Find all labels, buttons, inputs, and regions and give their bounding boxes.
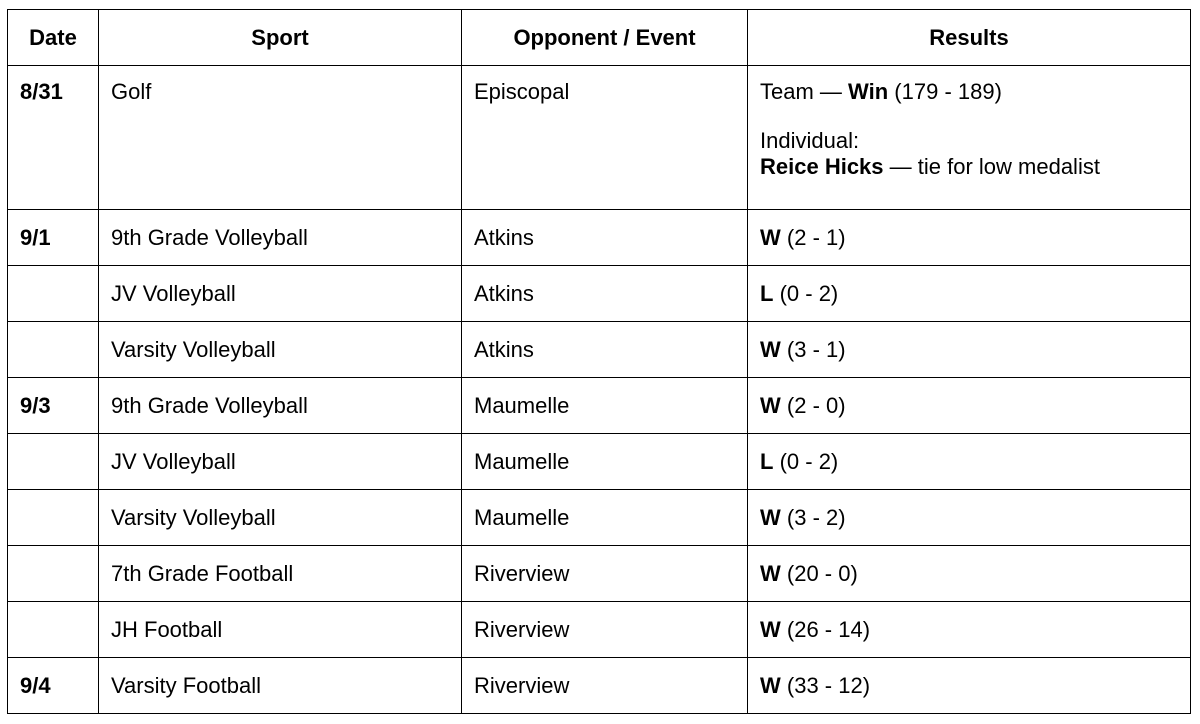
- date-text: 8/31: [20, 79, 63, 104]
- spacer: [760, 105, 1178, 128]
- sport-cell: 7th Grade Football: [99, 546, 462, 602]
- table-row: [8, 210, 1191, 266]
- table-row: [8, 658, 1191, 714]
- sport-cell: Varsity Volleyball: [99, 322, 462, 378]
- header-results: Results: [748, 10, 1191, 66]
- result-outcome: W: [760, 392, 781, 418]
- result-cell: [748, 322, 1191, 378]
- result-outcome: W: [760, 616, 781, 642]
- sport-cell: 9th Grade Volleyball: [99, 378, 462, 434]
- result-cell: [748, 658, 1191, 714]
- result-cell: [748, 546, 1191, 602]
- result-outcome: L: [760, 280, 774, 306]
- opponent-cell: Riverview: [462, 658, 748, 714]
- sport-cell: [99, 66, 462, 210]
- opponent-cell: Maumelle: [462, 490, 748, 546]
- result-score: (0 - 2): [779, 280, 839, 306]
- result-cell: [748, 210, 1191, 266]
- date-cell: 9/4: [8, 658, 99, 714]
- result-cell: [748, 266, 1191, 322]
- opponent-cell: Riverview: [462, 602, 748, 658]
- result-cell: [748, 378, 1191, 434]
- date-cell: [8, 490, 99, 546]
- team-result-score: (179 - 189): [894, 79, 1002, 104]
- date-cell: [8, 66, 99, 210]
- result-score: (26 - 14): [786, 616, 871, 642]
- table-row: [8, 434, 1191, 490]
- team-result-line: [760, 79, 1178, 105]
- result-score: (3 - 1): [786, 336, 846, 362]
- date-cell: [8, 546, 99, 602]
- date-cell: [8, 266, 99, 322]
- individual-label: Individual:: [760, 128, 860, 153]
- result-outcome: W: [760, 560, 781, 586]
- header-sport: Sport: [99, 10, 462, 66]
- table-row: [8, 378, 1191, 434]
- individual-name: Reice Hicks: [760, 154, 884, 179]
- date-cell: 9/3: [8, 378, 99, 434]
- opponent-cell: Maumelle: [462, 434, 748, 490]
- table-row: [8, 266, 1191, 322]
- result-cell: [748, 66, 1191, 210]
- table-row: [8, 602, 1191, 658]
- team-result-prefix: Team —: [760, 79, 842, 104]
- result-outcome: L: [760, 448, 774, 474]
- result-cell: [748, 602, 1191, 658]
- team-result-outcome: Win: [848, 79, 889, 104]
- date-cell: 9/1: [8, 210, 99, 266]
- result-outcome: W: [760, 504, 781, 530]
- opponent-cell: [462, 66, 748, 210]
- result-score: (2 - 0): [786, 392, 846, 418]
- result-score: (20 - 0): [786, 560, 858, 586]
- sport-cell: JH Football: [99, 602, 462, 658]
- table-row: [8, 322, 1191, 378]
- sport-cell: 9th Grade Volleyball: [99, 210, 462, 266]
- individual-note: — tie for low medalist: [889, 154, 1100, 179]
- individual-result-line: [760, 154, 1178, 180]
- opponent-cell: Atkins: [462, 210, 748, 266]
- header-opponent: Opponent / Event: [462, 10, 748, 66]
- opponent-cell: Maumelle: [462, 378, 748, 434]
- result-score: (2 - 1): [786, 224, 846, 250]
- result-score: (3 - 2): [786, 504, 846, 530]
- table-row: [8, 490, 1191, 546]
- date-cell: [8, 322, 99, 378]
- header-row: [8, 10, 1191, 66]
- opponent-text: Episcopal: [474, 79, 570, 104]
- sport-cell: JV Volleyball: [99, 434, 462, 490]
- table-row: [8, 546, 1191, 602]
- date-cell: [8, 434, 99, 490]
- sport-cell: JV Volleyball: [99, 266, 462, 322]
- header-date: Date: [8, 10, 99, 66]
- sport-cell: Varsity Football: [99, 658, 462, 714]
- date-cell: [8, 602, 99, 658]
- result-score: (0 - 2): [779, 448, 839, 474]
- sport-cell: Varsity Volleyball: [99, 490, 462, 546]
- result-outcome: W: [760, 336, 781, 362]
- opponent-cell: Atkins: [462, 322, 748, 378]
- opponent-cell: Atkins: [462, 266, 748, 322]
- opponent-cell: Riverview: [462, 546, 748, 602]
- result-cell: [748, 490, 1191, 546]
- sport-text: Golf: [111, 79, 152, 104]
- table-row: [8, 66, 1191, 210]
- result-cell: [748, 434, 1191, 490]
- results-table: [7, 9, 1191, 714]
- result-outcome: W: [760, 224, 781, 250]
- result-score: (33 - 12): [786, 672, 871, 698]
- result-outcome: W: [760, 672, 781, 698]
